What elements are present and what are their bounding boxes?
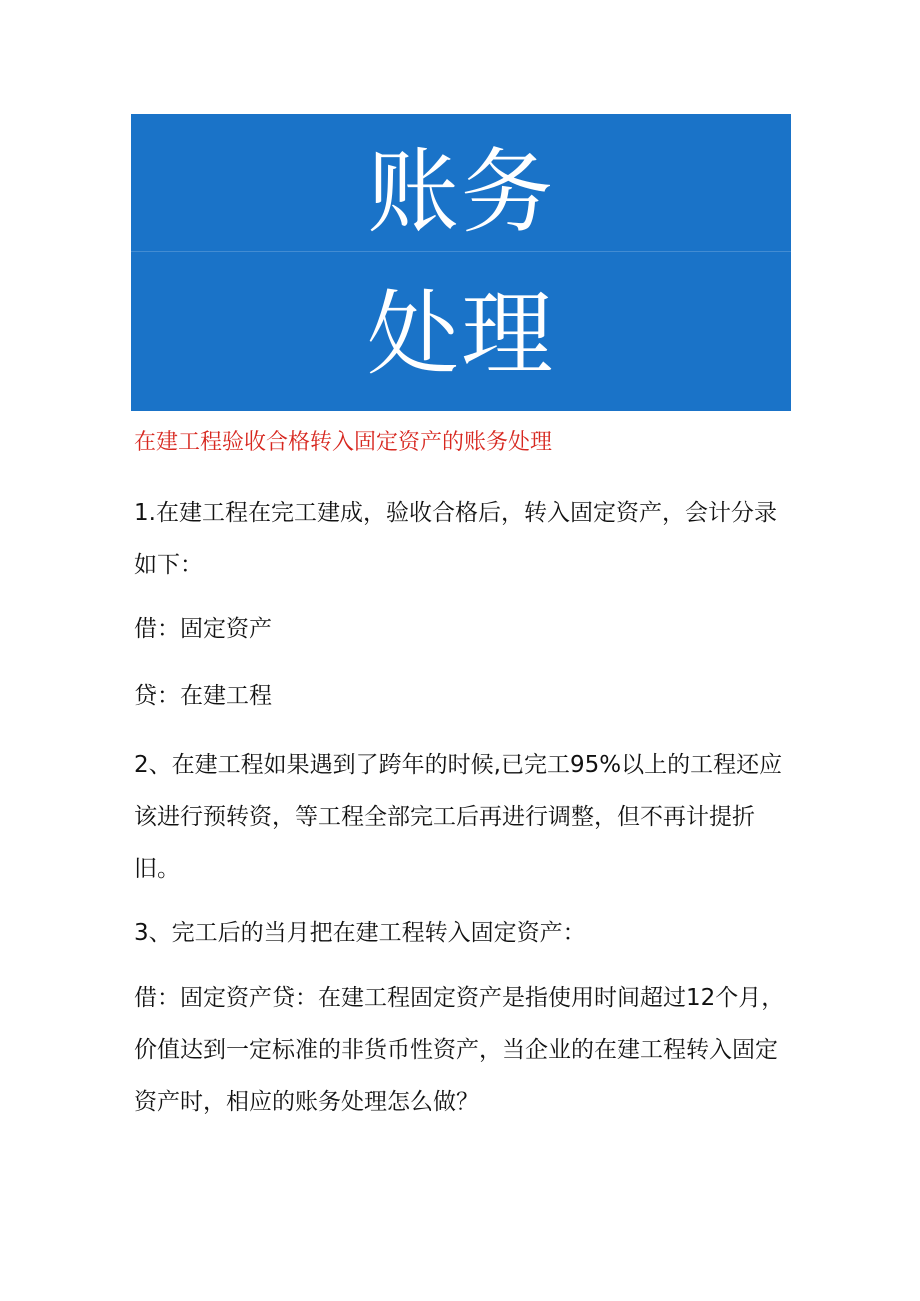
banner-divider bbox=[131, 251, 791, 252]
paragraph-debit-fixed-assets: 借：固定资产 bbox=[134, 616, 272, 642]
paragraph-2: 2、在建工程如果遇到了跨年的时候,已完工95%以上的工程还应该进行预转资，等工程全部完工后再进行调整，但不再计提折旧。 bbox=[134, 752, 783, 882]
paragraph-1: 1.在建工程在完工建成，验收合格后，转入固定资产，会计分录如下： bbox=[134, 500, 777, 578]
article-subtitle: 在建工程验收合格转入固定资产的账务处理 bbox=[134, 430, 553, 455]
paragraph-3: 3、完工后的当月把在建工程转入固定资产： bbox=[134, 920, 586, 946]
banner-title-line-1: 账务 bbox=[366, 139, 555, 246]
title-banner bbox=[131, 114, 791, 411]
paragraph-credit-construction: 贷：在建工程 bbox=[134, 683, 272, 709]
banner-title-line-2: 处理 bbox=[366, 281, 555, 388]
paragraph-4: 借：固定资产贷：在建工程固定资产是指使用时间超过12个月，价值达到一定标准的非货币性资产，当企业的在建工程转入固定资产时，相应的账务处理怎么做？ bbox=[134, 985, 785, 1115]
